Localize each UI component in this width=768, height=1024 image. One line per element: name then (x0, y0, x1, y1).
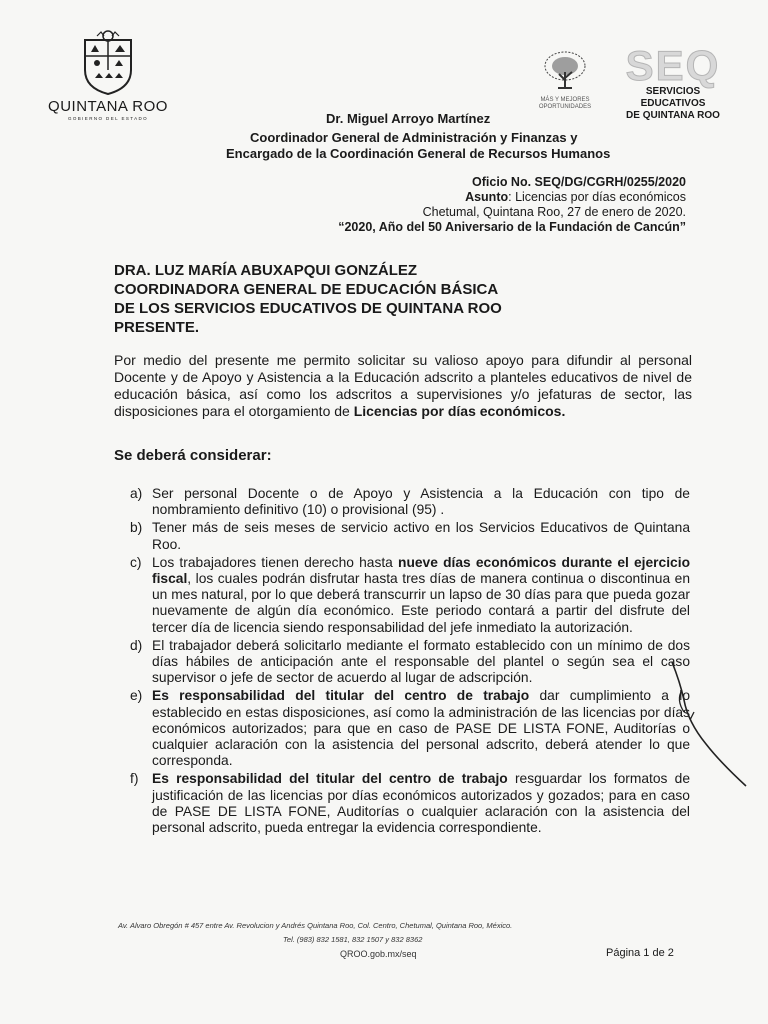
list-item-bold: Es responsabilidad del titular del centro de trabajo (152, 688, 530, 704)
intro-bold: Licencias por días económicos. (353, 403, 566, 419)
list-item-text: Ser personal Docente o de Apoyo y Asistencia a la Educación con tipo de nombramiento definitivo (10) o provisional (95) . (152, 486, 690, 518)
oficio-number: Oficio No. SEQ/DG/CGRH/0255/2020 (472, 175, 686, 189)
footer-phones: Tel. (983) 832 1581, 832 1507 y 832 8362 (283, 935, 423, 944)
state-logo-name: QUINTANA ROO (48, 98, 168, 115)
state-logo-sub: GOBIERNO DEL ESTADO (67, 116, 149, 121)
addressee-line-3: DE LOS SERVICIOS EDUCATIVOS DE QUINTANA ROO (114, 300, 502, 317)
list-item-e (130, 688, 690, 769)
seq-logo-line1: SERVICIOS EDUCATIVOS (640, 86, 706, 109)
seq-logo (618, 42, 728, 122)
footer-web: QROO.gob.mx/seq (340, 949, 417, 959)
list-item-label: e) (130, 688, 143, 704)
list-item-text: Tener más de seis meses de servicio activo en los Servicios Educativos de Quintana Roo. (152, 520, 690, 552)
list-item-text: El trabajador deberá solicitarlo mediante el formato establecido con un mínimo de dos días hábiles de anticipación ante el responsable del plantel o según sea el caso supervisor o jefe de sector de acuerdo al lugar de adscripción. (152, 637, 690, 686)
list-item-a (130, 486, 690, 518)
addressee-line-2: COORDINADORA GENERAL DE EDUCACIÓN BÁSICA (114, 281, 499, 298)
addressee-block (114, 261, 502, 337)
list-item-d (130, 638, 690, 687)
oficio-place-date: Chetumal, Quintana Roo, 27 de enero de 2020. (422, 205, 686, 219)
tree-logo-text1: MÁS Y MEJORES (540, 97, 590, 103)
sender-title-1: Coordinador General de Administración y Finanzas y (250, 130, 578, 145)
list-item-f (130, 771, 690, 836)
list-item-label: c) (130, 554, 142, 570)
handwritten-mark-icon (668, 660, 758, 790)
intro-paragraph (114, 352, 692, 420)
footer-address: Av. Alvaro Obregón # 457 entre Av. Revolucion y Andrés Quintana Roo, Col. Centro, Chetumal, Quintana Roo, México. (118, 921, 513, 930)
oficio-asunto (338, 190, 686, 205)
list-item-label: b) (130, 520, 143, 536)
list-item-c (130, 555, 690, 636)
intro-text: Por medio del presente me permito solicitar su valioso apoyo para difundir al personal Docente y de Apoyo y Asistencia a la Educación adscrito a planteles educativos de nivel de educación básica, así como los adscritos a supervisiones y/o jefaturas de sector, las disposiciones para el otorgamiento de (114, 352, 692, 419)
seq-logo-mark: SEQ (625, 42, 721, 89)
asunto-label: Asunto (465, 190, 509, 204)
list-item-bold: nueve días económicos durante el ejercicio fiscal (152, 554, 690, 587)
page-number: Página 1 de 2 (606, 947, 674, 959)
state-shield-icon (77, 30, 139, 96)
list-item-bold: Es responsabilidad del titular del centro de trabajo (152, 771, 508, 787)
tree-icon (540, 50, 590, 92)
list-item-label: f) (130, 771, 139, 787)
state-logo (48, 30, 168, 121)
oficio-motto: “2020, Año del 50 Aniversario de la Fundación de Cancún” (338, 220, 686, 234)
asunto-text: : Licencias por días económicos (508, 190, 686, 204)
conditions-list (130, 486, 690, 838)
addressee-line-1: DRA. LUZ MARÍA ABUXAPQUI GONZÁLEZ (114, 262, 418, 279)
seq-logo-line2: DE QUINTANA ROO (626, 110, 720, 121)
oficio-block (338, 175, 686, 235)
consider-heading: Se deberá considerar: (114, 447, 272, 464)
sender-name: Dr. Miguel Arroyo Martínez (326, 111, 491, 126)
list-item-text-post: dar cumplimiento a lo establecido en estas disposiciones, así como la administración de las licencias por días económicos autorizados; para que en caso de PASE DE LISTA FONE, Auditorías o cualquier aclaración con la asistencia del personal adscrito, deberá atender lo que corresponda. (152, 688, 691, 769)
list-item-b (130, 520, 690, 552)
list-item-label: d) (130, 637, 143, 653)
list-item-text: Los trabajadores tienen derecho hasta (152, 554, 399, 570)
addressee-line-4: PRESENTE. (114, 319, 200, 336)
sender-title-2: Encargado de la Coordinación General de Recursos Humanos (226, 146, 611, 161)
tree-logo-text2: OPORTUNIDADES (538, 104, 592, 110)
tree-logo (525, 50, 605, 111)
list-item-text-post: resguardar los formatos de justificación de las licencias por días económicos autorizados y gozados; para en caso de PASE DE LISTA FONE, Auditorías o cualquier aclaración con la asistencia del personal adscrito, pueda entregar la evidencia correspondiente. (152, 771, 690, 836)
list-item-text-post: , los cuales podrán disfrutar hasta tres días de manera continua o discontinua en un mes natural, por lo que deberá transcurrir un lapso de 30 días para que pueda gozar nuevamente de algún día económico. Este periodo contará a partir del disfrute del tercer día de licencia siendo responsabilidad del jefe inmediato la autorización. (152, 571, 690, 635)
list-item-label: a) (130, 486, 143, 501)
